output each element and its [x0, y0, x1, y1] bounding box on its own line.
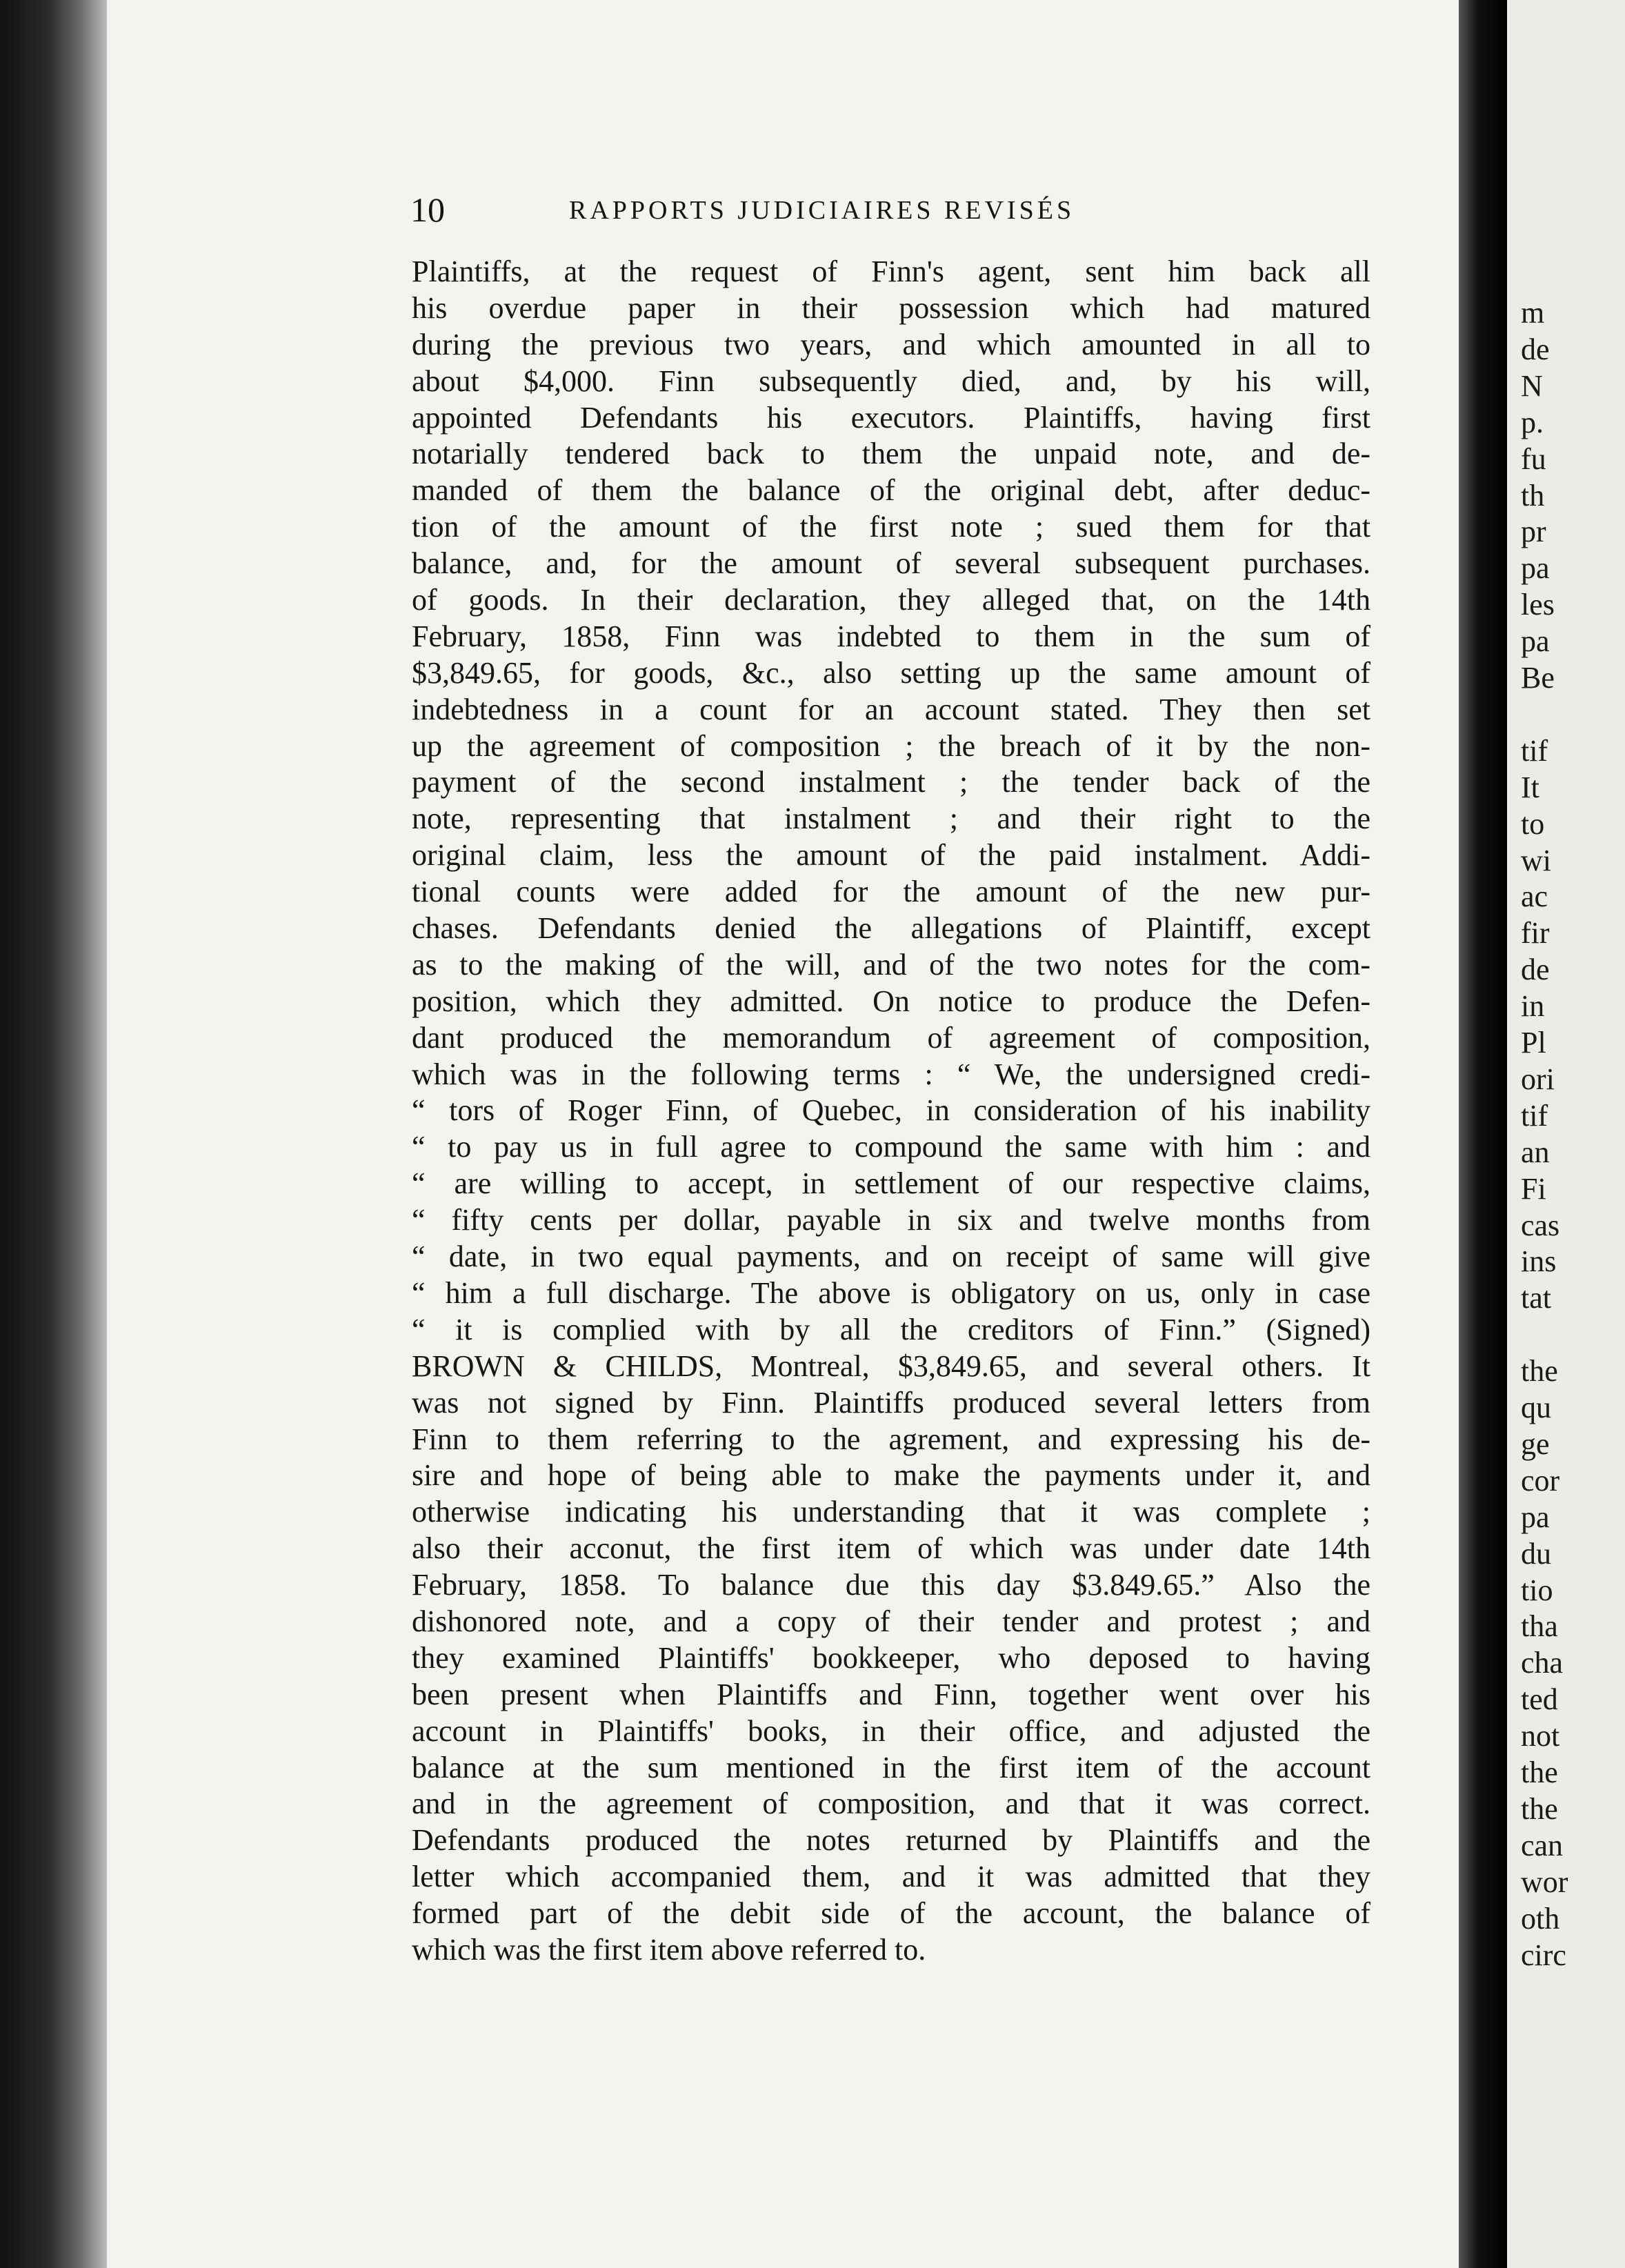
facing-page-fragment: m: [1521, 296, 1545, 330]
facing-page-fragment: It: [1521, 770, 1539, 804]
facing-page-fragment: pa: [1521, 551, 1550, 586]
text-line: balance at the sum mentioned in the first item of the account: [412, 1750, 1370, 1784]
text-line: also their acconut, the first item of which was under date 14th: [412, 1531, 1370, 1566]
facing-page-fragment: fu: [1521, 441, 1546, 476]
facing-page-fragment: pa: [1521, 1500, 1550, 1534]
facing-page-fragment: wor: [1521, 1864, 1568, 1899]
text-line: payment of the second instalment ; the tender back of the: [412, 765, 1370, 799]
facing-page-fragment: fir: [1521, 916, 1550, 951]
facing-page-fragment: in: [1521, 989, 1545, 1024]
facing-page-fragment: de: [1521, 953, 1550, 987]
facing-page-fragment: tio: [1521, 1573, 1553, 1607]
text-line: “ it is complied with by all the creditors of Finn.” (Signed): [412, 1312, 1370, 1346]
text-line: during the previous two years, and which amounted in all to: [412, 327, 1370, 361]
facing-page-edge: [1507, 0, 1625, 2268]
text-line: and in the agreement of composition, and that it was correct.: [412, 1787, 1370, 1821]
text-line: “ are willing to accept, in settlement of our respective claims,: [412, 1166, 1370, 1201]
text-line: “ to pay us in full agree to compound the same with him : and: [412, 1130, 1370, 1164]
facing-page-fragment: pa: [1521, 624, 1550, 659]
text-line: Defendants produced the notes returned by Plaintiffs and the: [412, 1823, 1370, 1858]
text-line: indebtedness in a count for an account stated. They then set: [412, 692, 1370, 726]
text-line: formed part of the debit side of the account, the balance of: [412, 1896, 1370, 1931]
facing-page-fragment: tat: [1521, 1281, 1551, 1315]
text-line: account in Plaintiffs' books, in their office, and adjusted the: [412, 1713, 1370, 1748]
text-line: appointed Defendants his executors. Plaintiffs, having first: [412, 400, 1370, 435]
facing-page-fragment: de: [1521, 332, 1550, 366]
facing-page-fragment: ac: [1521, 879, 1548, 914]
right-binding-gutter: [1459, 0, 1507, 2268]
text-line: Finn to them referring to the agrement, and expressing his de-: [412, 1422, 1370, 1456]
facing-page-fragment: tha: [1521, 1609, 1558, 1644]
facing-page-fragment: the: [1521, 1755, 1558, 1789]
text-line: dant produced the memorandum of agreement of composition,: [412, 1020, 1370, 1055]
facing-page-fragment: an: [1521, 1135, 1550, 1169]
text-line: sire and hope of being able to make the payments under it, and: [412, 1458, 1370, 1493]
page-number: 10: [410, 190, 445, 229]
text-line: otherwise indicating his understanding that it was complete ;: [412, 1495, 1370, 1529]
left-binding-gutter: [0, 0, 107, 2268]
facing-page-fragment: not: [1521, 1719, 1560, 1753]
facing-page-fragment: cor: [1521, 1463, 1560, 1498]
facing-page-fragment: circ: [1521, 1938, 1566, 1972]
text-line: chases. Defendants denied the allegations of Plaintiff, except: [412, 911, 1370, 946]
facing-page-fragment: th: [1521, 478, 1545, 513]
text-line: manded of them the balance of the original debt, after deduc-: [412, 473, 1370, 508]
text-line: was not signed by Finn. Plaintiffs produced several letters from: [412, 1385, 1370, 1420]
facing-page-fragment: ins: [1521, 1244, 1557, 1279]
text-line: dishonored note, and a copy of their tender and protest ; and: [412, 1604, 1370, 1638]
facing-page-fragment: cha: [1521, 1646, 1564, 1680]
facing-page-fragment: ted: [1521, 1682, 1558, 1717]
text-line: which was the first item above referred to.: [412, 1932, 926, 1967]
facing-page-fragment: wi: [1521, 843, 1551, 877]
facing-page-fragment: Fi: [1521, 1171, 1546, 1206]
text-line: Plaintiffs, at the request of Finn's agent, sent him back all: [412, 255, 1370, 288]
text-line: about $4,000. Finn subsequently died, and, by his will,: [412, 364, 1370, 398]
body-text: [412, 254, 1370, 1969]
text-line: they examined Plaintiffs' bookkeeper, who deposed to having: [412, 1640, 1370, 1675]
text-line: “ date, in two equal payments, and on receipt of same will give: [412, 1240, 1370, 1274]
text-line: tional counts were added for the amount of the new pur-: [412, 875, 1370, 909]
text-line: notarially tendered back to them the unpaid note, and de-: [412, 437, 1370, 471]
facing-page-fragment: can: [1521, 1828, 1564, 1862]
facing-page-fragment: the: [1521, 1354, 1558, 1389]
text-line: “ fifty cents per dollar, payable in six and twelve months from: [412, 1203, 1370, 1237]
facing-page-fragment: les: [1521, 588, 1555, 622]
text-line: balance, and, for the amount of several subsequent purchases.: [412, 546, 1370, 581]
page-header: [410, 189, 1369, 230]
text-line: BROWN & CHILDS, Montreal, $3,849.65, and several others. It: [412, 1349, 1370, 1383]
facing-page-fragment: the: [1521, 1791, 1558, 1826]
facing-page-fragment: p.: [1521, 405, 1544, 439]
text-line: tion of the amount of the first note ; sued them for that: [412, 510, 1370, 544]
facing-page-fragment: to: [1521, 806, 1545, 841]
text-line: position, which they admitted. On notice to produce the Defen-: [412, 984, 1370, 1018]
facing-page-fragment: Be: [1521, 661, 1555, 695]
text-line: February, 1858, Finn was indebted to them in the sum of: [412, 619, 1370, 653]
text-line: “ tors of Roger Finn, of Quebec, in consideration of his inability: [412, 1093, 1370, 1128]
text-line: February, 1858. To balance due this day $3.849.65.” Also the: [412, 1568, 1370, 1602]
text-line: of goods. In their declaration, they alleged that, on the 14th: [412, 583, 1370, 617]
text-line: original claim, less the amount of the paid instalment. Addi-: [412, 838, 1370, 873]
text-line: $3,849.65, for goods, &c., also setting up the same amount of: [412, 655, 1370, 690]
facing-page-fragment: ge: [1521, 1426, 1550, 1461]
text-line: note, representing that instalment ; and their right to the: [412, 802, 1370, 836]
facing-page-fragment: pr: [1521, 515, 1546, 549]
facing-page-fragment: N: [1521, 368, 1543, 403]
facing-page-fragment: oth: [1521, 1901, 1560, 1936]
text-line: been present when Plaintiffs and Finn, together went over his: [412, 1677, 1370, 1711]
facing-page-fragment: Pl: [1521, 1026, 1546, 1060]
text-line: up the agreement of composition ; the breach of it by the non-: [412, 728, 1370, 763]
facing-page-fragment: ori: [1521, 1062, 1555, 1096]
text-line: his overdue paper in their possession which had matured: [412, 290, 1370, 325]
text-line: letter which accompanied them, and it was admitted that they: [412, 1860, 1370, 1894]
facing-page-fragment: du: [1521, 1536, 1551, 1571]
text-line: which was in the following terms : “ We, the undersigned credi-: [412, 1057, 1370, 1091]
text-line: as to the making of the will, and of the two notes for the com-: [412, 947, 1370, 982]
text-line: “ him a full discharge. The above is obligatory on us, only in case: [412, 1275, 1370, 1310]
facing-page-fragment: tif: [1521, 1098, 1548, 1133]
running-head: RAPPORTS JUDICIAIRES REVISÉS: [569, 196, 1075, 225]
facing-page-fragment: tif: [1521, 733, 1548, 768]
facing-page-fragment: qu: [1521, 1391, 1551, 1424]
facing-page-fragment: cas: [1521, 1208, 1560, 1242]
